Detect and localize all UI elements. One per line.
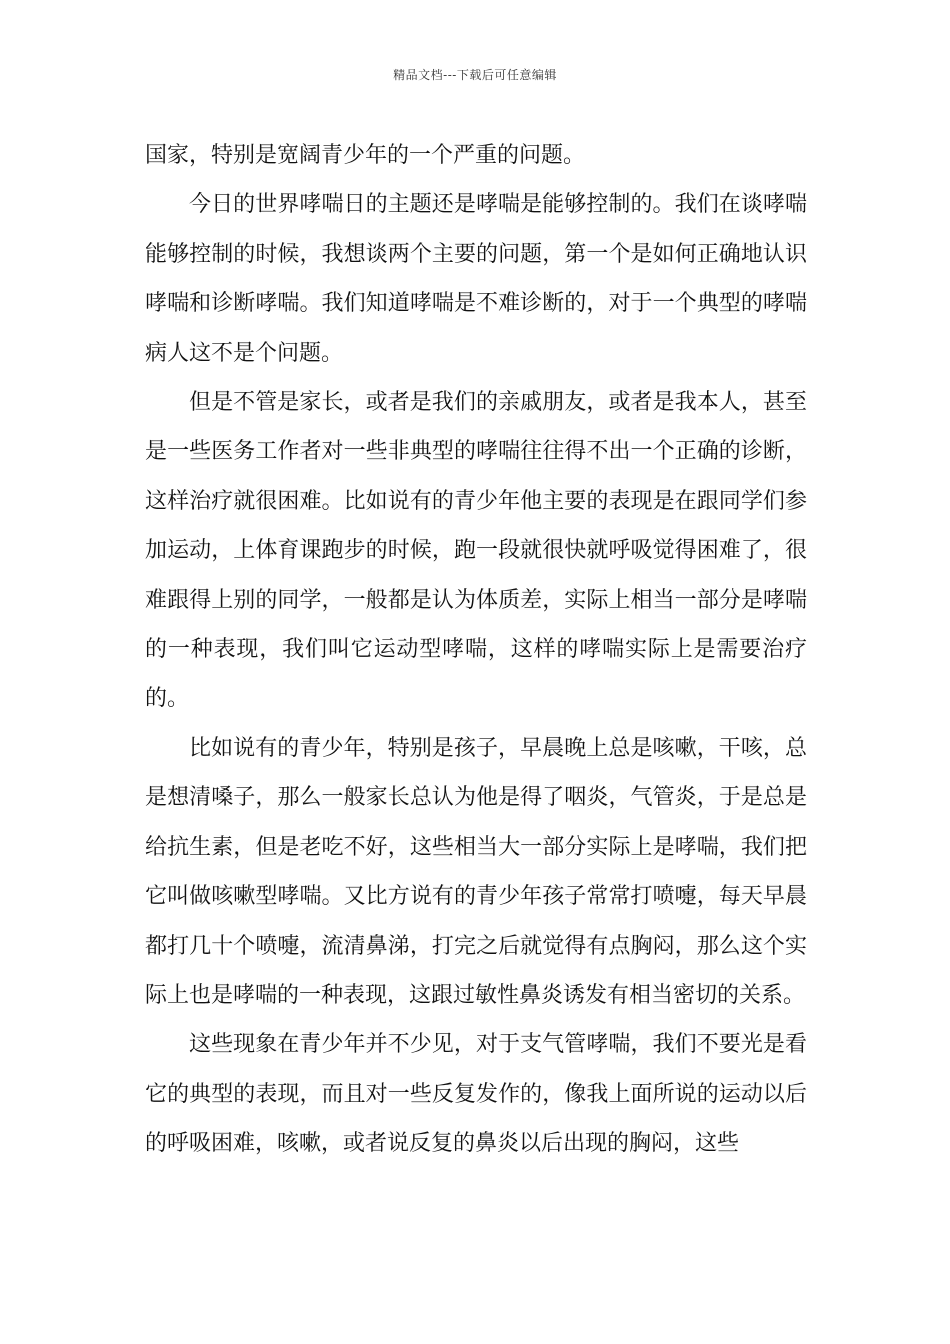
paragraph: 比如说有的青少年，特别是孩子，早晨晚上总是咳嗽，干咳，总是想清嗓子，那么一般家长总认为他是得了咽炎，气管炎，于是总是给抗生素，但是老吃不好，这些相当大一部分实际上是哮喘，我们把它叫做咳嗽型哮喘。又比方说有的青少年孩子常常打喷嚏，每天早晨都打几十个喷嚏，流清鼻涕，打完之后就觉得有点胸闷，那么这个实际上也是哮喘的一种表现，这跟过敏性鼻炎诱发有相当密切的关系。 bbox=[145, 735, 807, 1008]
paragraph: 今日的世界哮喘日的主题还是哮喘是能够控制的。我们在谈哮喘能够控制的时候，我想谈两个主要的问题，第一个是如何正确地认识哮喘和诊断哮喘。我们知道哮喘是不难诊断的，对于一个典型的哮喘病人这不是个问题。 bbox=[145, 192, 807, 366]
paragraph-continuation: 国家，特别是宽阔青少年的一个严重的问题。 bbox=[145, 143, 586, 168]
page-header: 精品文档---下载后可任意编辑 bbox=[393, 68, 557, 82]
paragraph: 但是不管是家长，或者是我们的亲戚朋友，或者是我本人，甚至是一些医务工作者对一些非典型的哮喘往往得不出一个正确的诊断，这样治疗就很困难。比如说有的青少年他主要的表现是在跟同学们参加运动，上体育课跑步的时候，跑一段就很快就呼吸觉得困难了，很难跟得上别的同学，一般都是认为体质差，实际上相当一部分是哮喘的一种表现，我们叫它运动型哮喘，这样的哮喘实际上是需要治疗的。 bbox=[145, 390, 807, 712]
paragraph: 这些现象在青少年并不少见，对于支气管哮喘，我们不要光是看它的典型的表现，而且对一些反复发作的，像我上面所说的运动以后的呼吸困难，咳嗽，或者说反复的鼻炎以后出现的胸闷，这些 bbox=[145, 1032, 807, 1157]
document-body bbox=[145, 131, 807, 1169]
